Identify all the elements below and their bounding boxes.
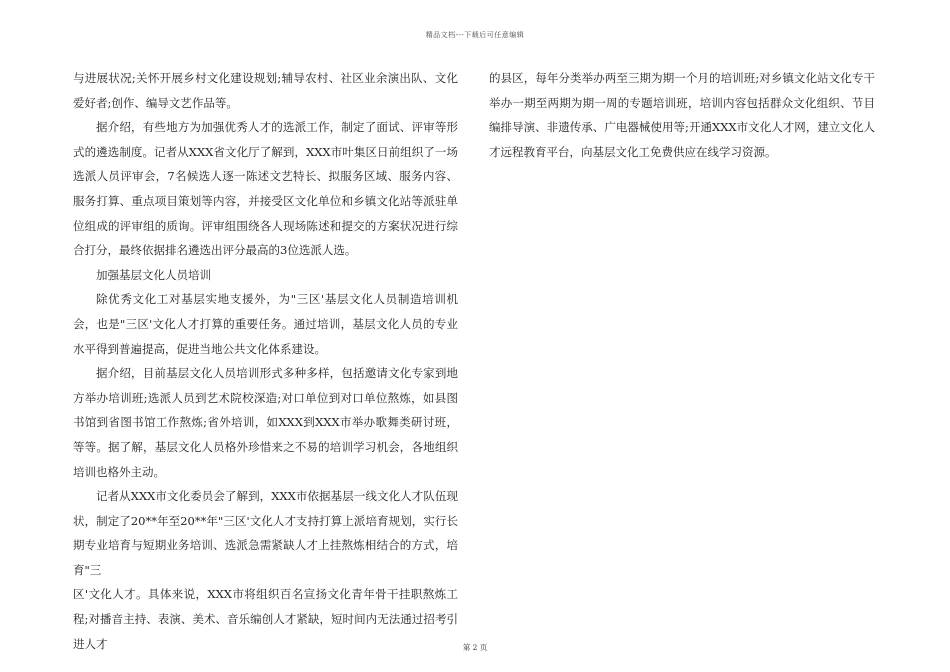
paragraph-training-forms: 据介绍，目前基层文化人员培训形式多种多样，包括邀请文化专家到地方举办培训班;选派人员到艺术院校深造;对口单位到对口单位熬炼，如县图书馆到省图书馆工作熬炼;省外培训，如XXX到XXX市举办歌舞类研讨班，等等。据了解，基层文化人员格外珍惜来之不易的培训学习机会，各地组织培训也格外主动。 (73, 366, 458, 479)
section-heading: 加强基层文化人员培训 (96, 267, 211, 282)
right-column (489, 66, 875, 164)
paragraph-city-plan-continued: 区'文化人才。具体来说，XXX市将组织百名宣扬文化青年骨干挂职熬炼工程;对播音主持、表演、美术、音乐编创人才紧缺，短时间内无法通过招考引进人才 (73, 587, 458, 651)
left-column (73, 66, 458, 656)
paragraph-continuation: 与进展状况;关怀开展乡村文化建设规划;辅导农村、社区业余演出队、文化爱好者;创作、编导文艺作品等。 (73, 71, 458, 110)
page-header: 精品文档---下载后可任意编辑 (425, 31, 525, 39)
paragraph-county-training: 的县区，每年分类举办两至三期为期一个月的培训班;对乡镇文化站文化专干举办一期至两期为期一周的专题培训班，培训内容包括群众文化组织、节目编排导演、非遗传承、广电器械使用等;开通XXX市文化人才网，建立文化人才远程教育平台，向基层文化工免费供应在线学习资源。 (489, 71, 875, 159)
page-number: 第 2 页 (462, 643, 488, 652)
paragraph-city-plan: 记者从XXX市文化委员会了解到，XXX市依据基层一线文化人才队伍现状，制定了20**年至20**年"三区'文化人才支持打算上派培育规划，实行长期专业培育与短期业务培训、选派急需紧缺人才上挂熬炼相结合的方式，培育"三 (73, 489, 458, 577)
paragraph-training-importance: 除优秀文化工对基层实地支援外，为"三区'基层文化人员制造培训机会，也是"三区'文化人才打算的重要任务。通过培训，基层文化人员的专业水平得到普遍提高，促进当地公共文化体系建设。 (73, 292, 458, 356)
paragraph-selection-system: 据介绍，有些地方为加强优秀人才的选派工作，制定了面试、评审等形式的遴选制度。记者从XXX省文化厅了解到，XXX市叶集区日前组织了一场选派人员评审会，7名候选人逐一陈述文艺特长、拟服务区域、服务内容、服务打算、重点项目策划等内容，并接受区文化单位和乡镇文化站等派驻单位组成的评审组的质询。评审组围绕各人现场陈述和提交的方案状况进行综合打分，最终依据排名遴选出评分最高的3位选派人选。 (73, 120, 458, 258)
